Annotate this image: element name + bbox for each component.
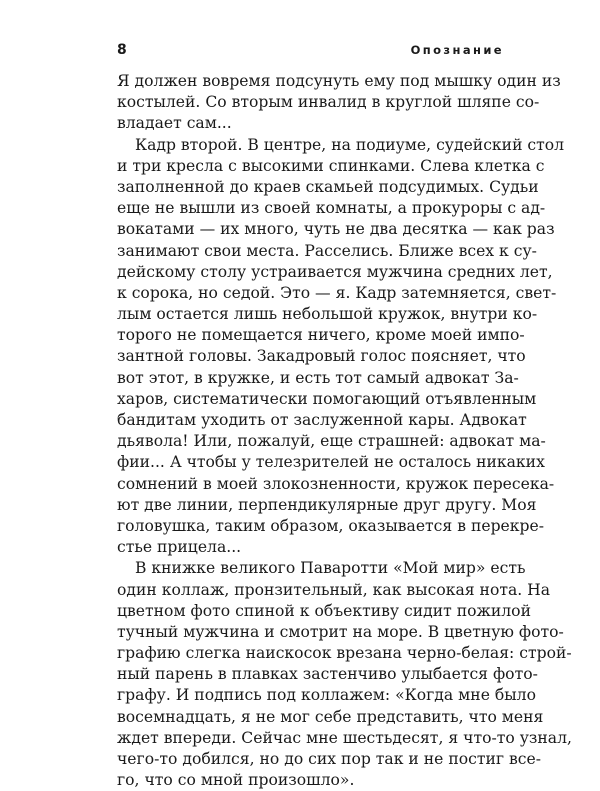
text-line: к сорока, но седой. Это — я. Кадр затемняется, свет- [117, 283, 557, 302]
text-line: тучный мужчина и смотрит на море. В цветную фото- [117, 622, 564, 641]
text-line: восемнадцать, я не мог себе представить, что меня [117, 707, 544, 726]
text-line: Я должен вовремя подсунуть ему под мышку один из [117, 72, 561, 90]
text-line: цветном фото спиной к объективу сидит пожилой [117, 601, 531, 620]
text-line: стье прицела... [117, 538, 242, 557]
text-line: костылей. Со вторым инвалид в круглой шляпе со- [117, 93, 540, 112]
text-line: заполненной до краев скамьей подсудимых. Судьи [117, 177, 539, 196]
text-line: торого не помещается ничего, кроме моей импо- [117, 326, 525, 345]
text-line: В книжке великого Паваротти «Мой мир» есть [135, 559, 526, 578]
text-line: графию слегка наискосок врезана черно-белая: строй- [117, 644, 572, 663]
text-line: фии... А чтобы у телезрителей не осталось никаких [117, 453, 545, 472]
text-line: и три кресла с высокими спинками. Слева клетка с [117, 156, 545, 175]
text-line: головушка, таким образом, оказывается в перекре- [117, 516, 545, 535]
text-line: сомнений в моей злокозненности, кружок пересека- [117, 474, 555, 493]
text-line: владает сам... [117, 114, 232, 133]
text-line: чего-то добился, но до сих пор так и не постиг все- [117, 750, 542, 768]
text-line: ный парень в плавках застенчиво улыбается фото- [117, 665, 538, 684]
text-line: вокатами — их много, чуть не два десятка — как раз [117, 220, 555, 239]
text-line: лым остается лишь небольшой кружок, внутри ко- [117, 305, 538, 324]
body-text [117, 71, 572, 791]
text-line: ждет впереди. Сейчас мне шестьдесят, я что-то узнал, [117, 728, 572, 747]
text-line: ют две линии, перпендикулярные друг другу. Моя [117, 495, 537, 514]
text-line: графу. И подпись под коллажем: «Когда мне было [117, 686, 536, 705]
text-line: Кадр второй. В центре, на подиуме, судейский стол [135, 135, 565, 154]
text-line: дьявола! Или, пожалуй, еще страшней: адвокат ма- [117, 432, 546, 451]
text-line: вот этот, в кружке, и есть тот самый адвокат За- [117, 368, 519, 387]
text-line: занимают свои места. Расселись. Ближе всех к су- [117, 241, 537, 260]
running-title: Опознание [410, 43, 504, 57]
text-line: бандитам уходить от заслуженной кары. Адвокат [117, 411, 527, 429]
page-number: 8 [117, 42, 127, 58]
text-line: один коллаж, пронзительный, как высокая нота. На [117, 580, 551, 599]
text-line: го, что со мной произошло». [117, 771, 355, 790]
text-line: зантной головы. Закадровый голос поясняет, что [117, 347, 526, 366]
text-line: харов, систематически помогающий отъявленным [117, 389, 537, 408]
text-line: еще не вышли из своей комнаты, а прокуроры с ад- [117, 199, 546, 218]
text-line: дейскому столу устраивается мужчина средних лет, [117, 262, 553, 281]
